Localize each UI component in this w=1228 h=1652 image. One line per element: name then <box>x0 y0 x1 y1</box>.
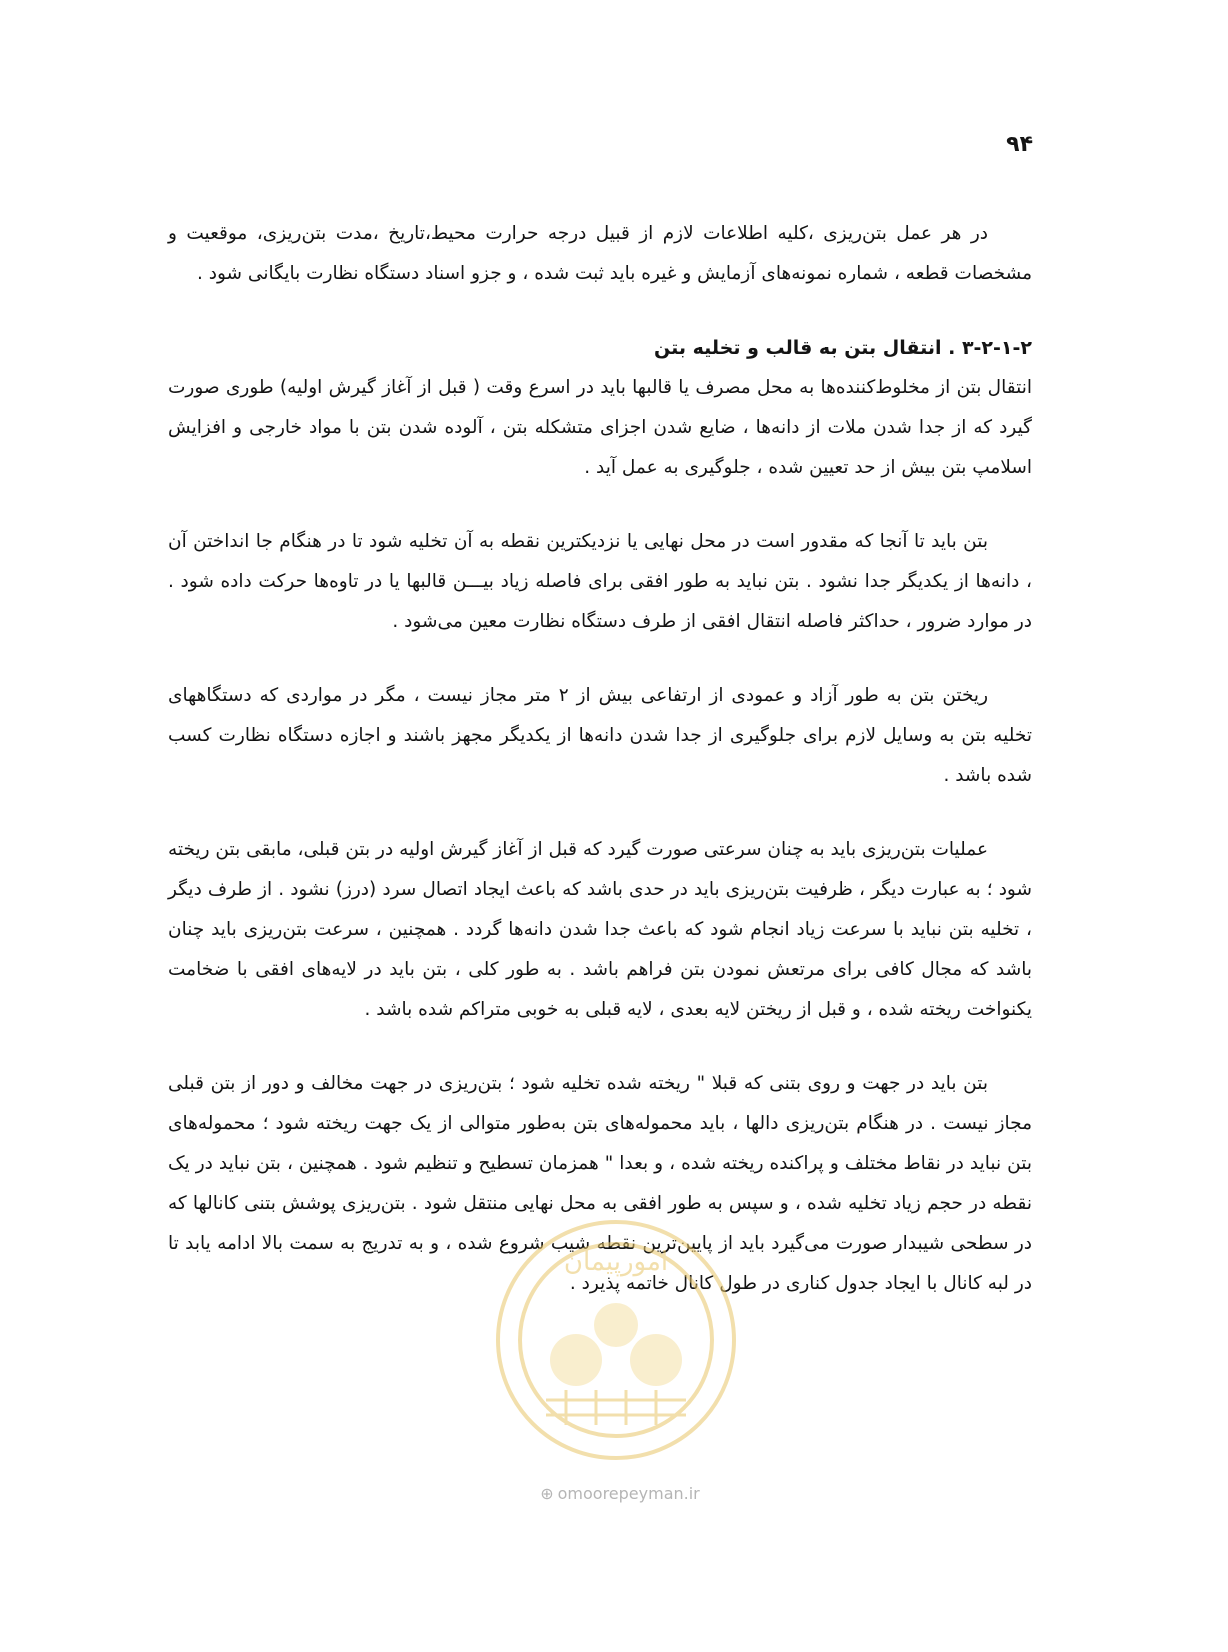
section-heading: ۳-۲-۱-۲ . انتقال بتن به قالب و تخلیه بتن <box>653 337 1032 359</box>
paragraph-placement: بتن باید تا آنجا که مقدور است در محل نهایی یا نزدیکترین نقطه به آن تخلیه شود تا در هنگام جا انداختن آن ، دانه‌ها از یکدیگر جدا نشود . بتن نباید به طور افقی برای فاصله زیاد بیـــن قالبها یا در تاوه‌ها حرکت داده شود . در موارد ضرور ، حداکثر فاصله انتقال افقی از طرف دستگاه نظارت معین می‌شود . <box>168 531 1032 632</box>
watermark-url <box>490 1484 750 1503</box>
globe-icon: ⊕ <box>540 1484 554 1503</box>
watermark-logo <box>486 1210 746 1470</box>
watermark-logo-text: امورپیمان <box>563 1247 669 1277</box>
document-body <box>168 214 1032 1338</box>
page-number: ۹۴ <box>1006 132 1033 157</box>
paragraph-free-fall: ریختن بتن به طور آزاد و عمودی از ارتفاعی بیش از ۲ متر مجاز نیست ، مگر در مواردی که دستگاههای تخلیه بتن به وسایل لازم برای جلوگیری از جدا شدن دانه‌ها از یکدیگر مجهز باشند و اجازه دستگاه نظارت کسب شده باشد . <box>168 685 1032 786</box>
paragraph-pour-direction: بتن باید در جهت و روی بتنی که قبلا " ریخته شده تخلیه شود ؛ بتن‌ریزی در جهت مخالف و دور از بتن قبلی مجاز نیست . در هنگام بتن‌ریزی دالها ، باید محموله‌های بتن به‌طور متوالی از یک جهت ریخته شود ؛ محموله‌های بتن نباید در نقاط مختلف و پراکنده ریخته شده ، و بعدا " همزمان تسطیح و تنظیم شود . همچنین ، بتن نباید در یک نقطه در حجم زیاد تخلیه شده ، و سپس به طور افقی به محل نهایی منتقل شود . بتن‌ریزی پوشش بتنی کانالها که در سطحی شیبدار صورت می‌گیرد باید از پایین‌ترین نقطه شیب شروع شده ، و به تدریج به سمت بالا ادامه یابد تا در لبه کانال با ایجاد جدول کناری در طول کانال خاتمه پذیرد . <box>168 1073 1032 1294</box>
paragraph-record-keeping: در هر عمل بتن‌ریزی ،کلیه اطلاعات لازم از قبیل درجه حرارت محیط،تاریخ ،مدت بتن‌ریزی، موقعیت و مشخصات قطعه ، شماره نمونه‌های آزمایش و غیره باید ثبت شده ، و جزو اسناد دستگاه نظارت بایگانی شود . <box>168 223 1032 284</box>
paragraph-transport: انتقال بتن از مخلوط‌کننده‌ها به محل مصرف یا قالبها باید در اسرع وقت ( قبل از آغاز گیرش اولیه) طوری صورت گیرد که از جدا شدن ملات از دانه‌ها ، ضایع شدن اجزای متشکله بتن ، آلوده شدن بتن با مواد خارجی و افزایش اسلامپ بتن بیش از حد تعیین شده ، جلوگیری به عمل آید . <box>168 377 1032 478</box>
paragraph-pour-rate: عملیات بتن‌ریزی باید به چنان سرعتی صورت گیرد که قبل از آغاز گیرش اولیه در بتن قبلی، مابقی بتن ریخته شود ؛ به عبارت دیگر ، ظرفیت بتن‌ریزی باید در حدی باشد که باعث ایجاد اتصال سرد (درز) نشود . از طرف دیگر ، تخلیه بتن نباید با سرعت زیاد انجام شود که باعث جدا شدن دانه‌ها گردد . همچنین ، سرعت بتن‌ریزی باید چنان باشد که مجال کافی برای مرتعش نمودن بتن فراهم باشد . به طور کلی ، بتن باید در لایه‌های افقی با ضخامت یکنواخت ریخته شده ، و قبل از ریختن لایه بعدی ، لایه قبلی به خوبی متراکم شده باشد . <box>168 839 1032 1020</box>
watermark-url-text: omoorepeyman.ir <box>557 1484 700 1503</box>
